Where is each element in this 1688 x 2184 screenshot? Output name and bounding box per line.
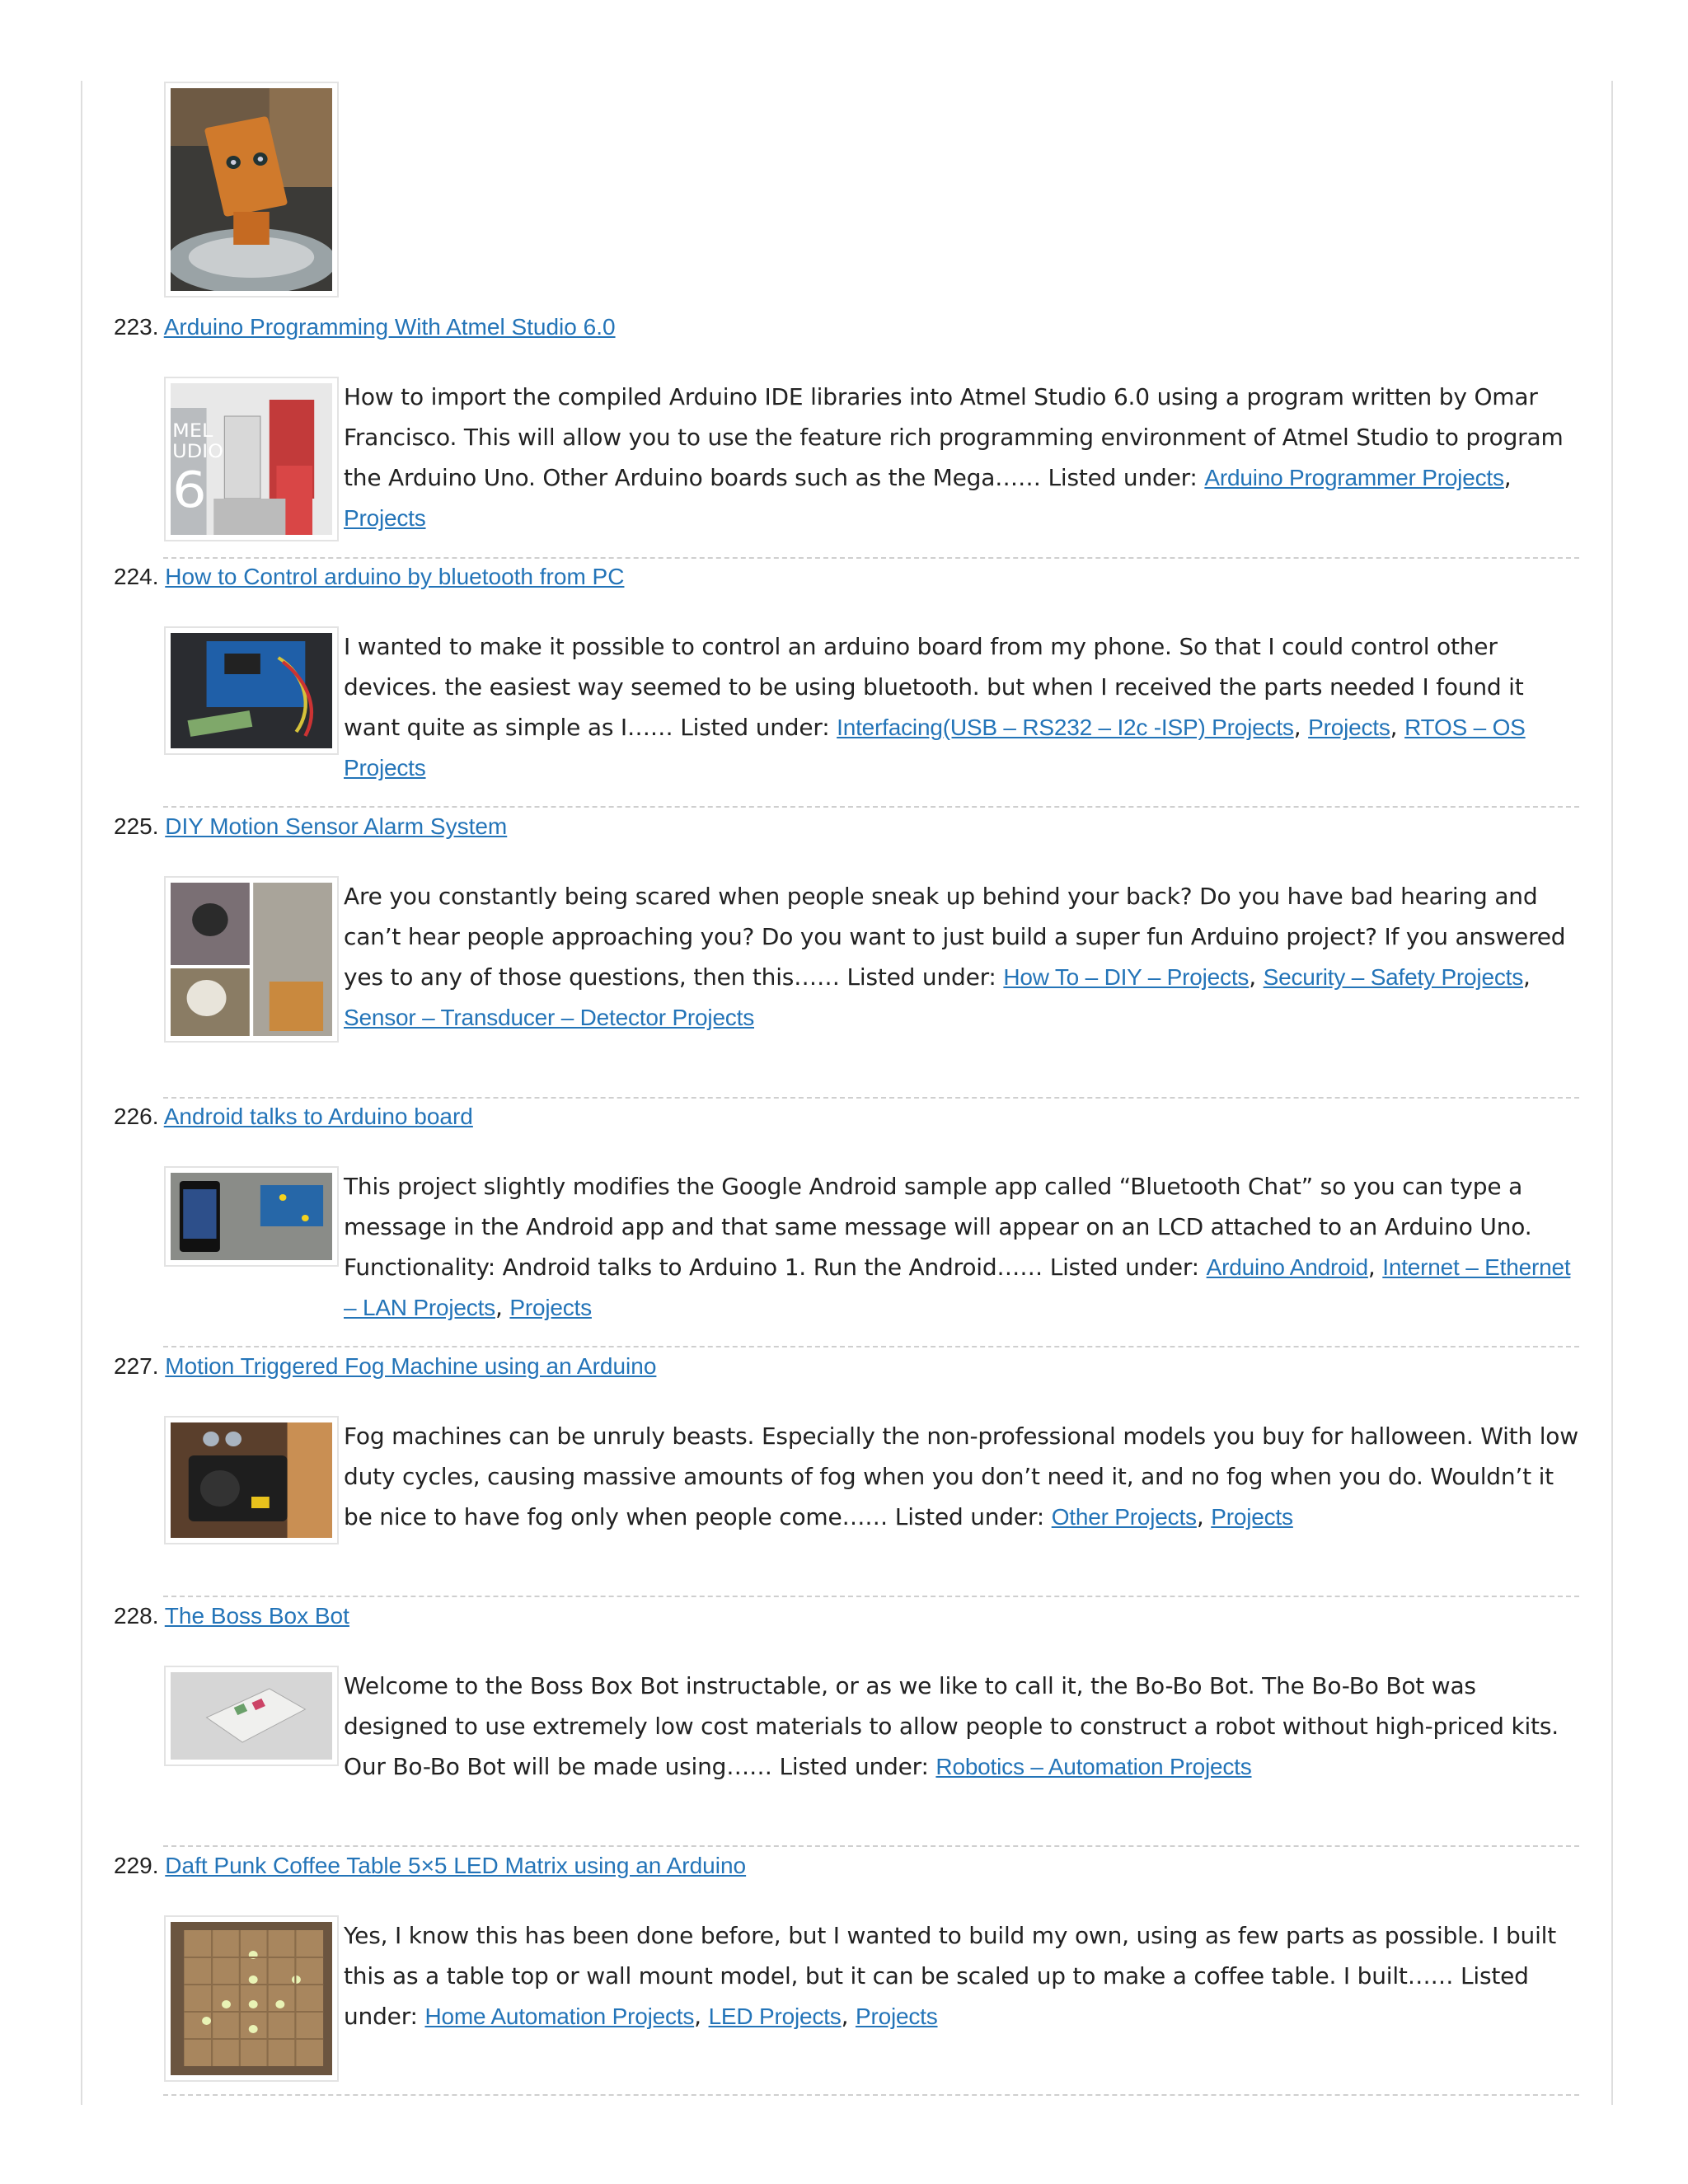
item-title-link[interactable]: How to Control arduino by bluetooth from PC	[165, 564, 625, 589]
svg-text:MEL: MEL	[172, 420, 213, 442]
item-description: How to import the compiled Arduino IDE libraries into Atmel Studio 6.0 using a program written by Omar Francisco. This will allow you to use the feature rich programming environment of Atmel Studio to program the Arduino Uno. Other Arduino boards such as the Mega…… Listed under: Arduino Programmer Projects, Projects	[344, 383, 1564, 531]
thumbnail-led-matrix[interactable]	[164, 1915, 339, 2082]
item-description: Yes, I know this has been done before, but I wanted to build my own, using as few parts as possible. I built this as a table top or wall mount model, but it can be scaled up to make a coffee table. I built…… Listed under: Home Automation Projects, LED Projects, Projects	[344, 1922, 1556, 2030]
item-title-link[interactable]: The Boss Box Bot	[164, 1603, 349, 1629]
category-link[interactable]: Internet – Ethernet – LAN Projects	[344, 1254, 1571, 1320]
item-number: 229.	[114, 1853, 159, 1878]
description-text: Fog machines can be unruly beasts. Especially the non-professional models you buy for halloween. With low duty cycles, causing massive amounts of fog when you don’t need it, and no fog when you do. Wouldn’t it be nice to have fog only when people come…… Listed under:	[344, 1422, 1578, 1530]
item-description: Fog machines can be unruly beasts. Especially the non-professional models you buy for halloween. With low duty cycles, causing massive amounts of fog when you don’t need it, and no fog when you do. Wouldn’t it be nice to have fog only when people come…… Listed under: Other Projects, Projects	[344, 1422, 1578, 1530]
category-link[interactable]: Interfacing(USB – RS232 – I2c -ISP) Projects	[837, 715, 1294, 740]
svg-text:UDIO: UDIO	[172, 441, 224, 462]
item-title-row	[114, 313, 616, 341]
category-link[interactable]: Projects	[1211, 1504, 1293, 1530]
description-text: Yes, I know this has been done before, but I wanted to build my own, using as few parts as possible. I built this as a table top or wall mount model, but it can be scaled up to make a coffee table. I built…… Listed under:	[344, 1922, 1556, 2030]
category-link[interactable]: Projects	[1308, 715, 1390, 740]
category-link[interactable]: Projects	[509, 1295, 592, 1320]
category-link[interactable]: LED Projects	[708, 2004, 842, 2029]
thumbnail-robot[interactable]	[164, 82, 339, 298]
description-text: Welcome to the Boss Box Bot instructable, or as we like to call it, the Bo-Bo Bot. The Bo-Bo Bot was designed to use extremely low cost materials to allow people to construct a robot without high-priced kits. Our Bo-Bo Bot will be made using…… Listed under:	[344, 1672, 1559, 1780]
item-title-link[interactable]: Android talks to Arduino board	[163, 1104, 473, 1129]
description-text: Are you constantly being scared when people sneak up behind your back? Do you have bad hearing and can’t hear people approaching you? Do you want to just build a super fun Arduino project? If you answered yes to any of those questions, then this…… Listed under:	[344, 883, 1566, 991]
item-separator	[163, 1346, 1579, 1347]
item-description: Are you constantly being scared when people sneak up behind your back? Do you have bad hearing and can’t hear people approaching you? Do you want to just build a super fun Arduino project? If you answered yes to any of those questions, then this…… Listed under: How To – DIY – Projects, Security – Safety Projects, Sensor – Transducer – Detector Projects	[344, 883, 1566, 1030]
category-link[interactable]: Arduino Programmer Projects	[1204, 465, 1504, 490]
thumbnail-motion-alarm[interactable]	[164, 876, 339, 1043]
category-link[interactable]: Security – Safety Projects	[1263, 964, 1524, 990]
item-title-link[interactable]: Arduino Programming With Atmel Studio 6.0	[163, 314, 616, 340]
thumbnail-bluetooth-arduino[interactable]	[164, 626, 339, 755]
item-separator	[163, 806, 1579, 808]
item-number: 223.	[114, 314, 159, 340]
item-separator	[163, 1097, 1579, 1099]
item-number: 225.	[114, 813, 159, 839]
item-title-link[interactable]: Motion Triggered Fog Machine using an Arduino	[165, 1353, 657, 1379]
item-number: 226.	[114, 1104, 159, 1129]
thumbnail-android-arduino[interactable]	[164, 1166, 339, 1267]
category-link[interactable]: Sensor – Transducer – Detector Projects	[344, 1005, 754, 1030]
item-title-row	[114, 1852, 746, 1880]
category-link[interactable]: RTOS – OS Projects	[344, 715, 1526, 780]
item-number: 228.	[114, 1603, 159, 1629]
item-separator	[163, 557, 1579, 559]
item-separator	[163, 1596, 1579, 1597]
item-title-row	[114, 1602, 349, 1630]
thumbnail-boss-box-bot[interactable]	[164, 1666, 339, 1766]
category-link[interactable]: Projects	[344, 505, 426, 531]
description-text: I wanted to make it possible to control an arduino board from my phone. So that I could control other devices. the easiest way seemed to be using bluetooth. but when I received the parts needed I found it want quite as simple as I…… Listed under:	[344, 633, 1524, 741]
item-separator	[163, 1845, 1579, 1847]
item-title-link[interactable]: Daft Punk Coffee Table 5×5 LED Matrix using an Arduino	[165, 1853, 747, 1878]
category-link[interactable]: Home Automation Projects	[424, 2004, 695, 2029]
item-title-link[interactable]: DIY Motion Sensor Alarm System	[165, 813, 508, 839]
category-link[interactable]: Arduino Android	[1206, 1254, 1368, 1280]
description-text: How to import the compiled Arduino IDE libraries into Atmel Studio 6.0 using a program written by Omar Francisco. This will allow you to use the feature rich programming environment of Atmel Studio to program the Arduino Uno. Other Arduino boards such as the Mega…… Listed under:	[344, 383, 1564, 491]
category-link[interactable]: How To – DIY – Projects	[1003, 964, 1250, 990]
item-number: 227.	[114, 1353, 159, 1379]
item-title-row	[114, 1352, 656, 1380]
item-title-row	[114, 1103, 473, 1131]
item-description: I wanted to make it possible to control an arduino board from my phone. So that I could control other devices. the easiest way seemed to be using bluetooth. but when I received the parts needed I found it want quite as simple as I…… Listed under: Interfacing(USB – RS232 – I2c -ISP) Projects, Projects, RTOS – OS Projects	[344, 633, 1526, 780]
description-text: This project slightly modifies the Google Android sample app called “Bluetooth Chat” so you can type a message in the Android app and that same message will appear on an LCD attached to an Arduino Uno. Functionality: Android talks to Arduino 1. Run the Android…… Listed under:	[344, 1173, 1532, 1281]
item-separator	[163, 2094, 1579, 2096]
thumbnail-fog-machine[interactable]	[164, 1416, 339, 1544]
category-link[interactable]: Projects	[855, 2004, 938, 2029]
category-link[interactable]: Robotics – Automation Projects	[935, 1754, 1252, 1779]
item-number: 224.	[114, 564, 159, 589]
item-title-row	[114, 813, 507, 841]
thumbnail-atmel-studio[interactable]	[164, 377, 339, 541]
category-link[interactable]: Other Projects	[1051, 1504, 1197, 1530]
item-title-row	[114, 563, 624, 591]
svg-text:6: 6	[172, 461, 207, 519]
item-description: This project slightly modifies the Google Android sample app called “Bluetooth Chat” so you can type a message in the Android app and that same message will appear on an LCD attached to an Arduino Uno. Functionality: Android talks to Arduino 1. Run the Android…… Listed under: Arduino Android, Internet – Ethernet – LAN Projects, Projects	[344, 1173, 1571, 1321]
item-description	[344, 1666, 1580, 1787]
